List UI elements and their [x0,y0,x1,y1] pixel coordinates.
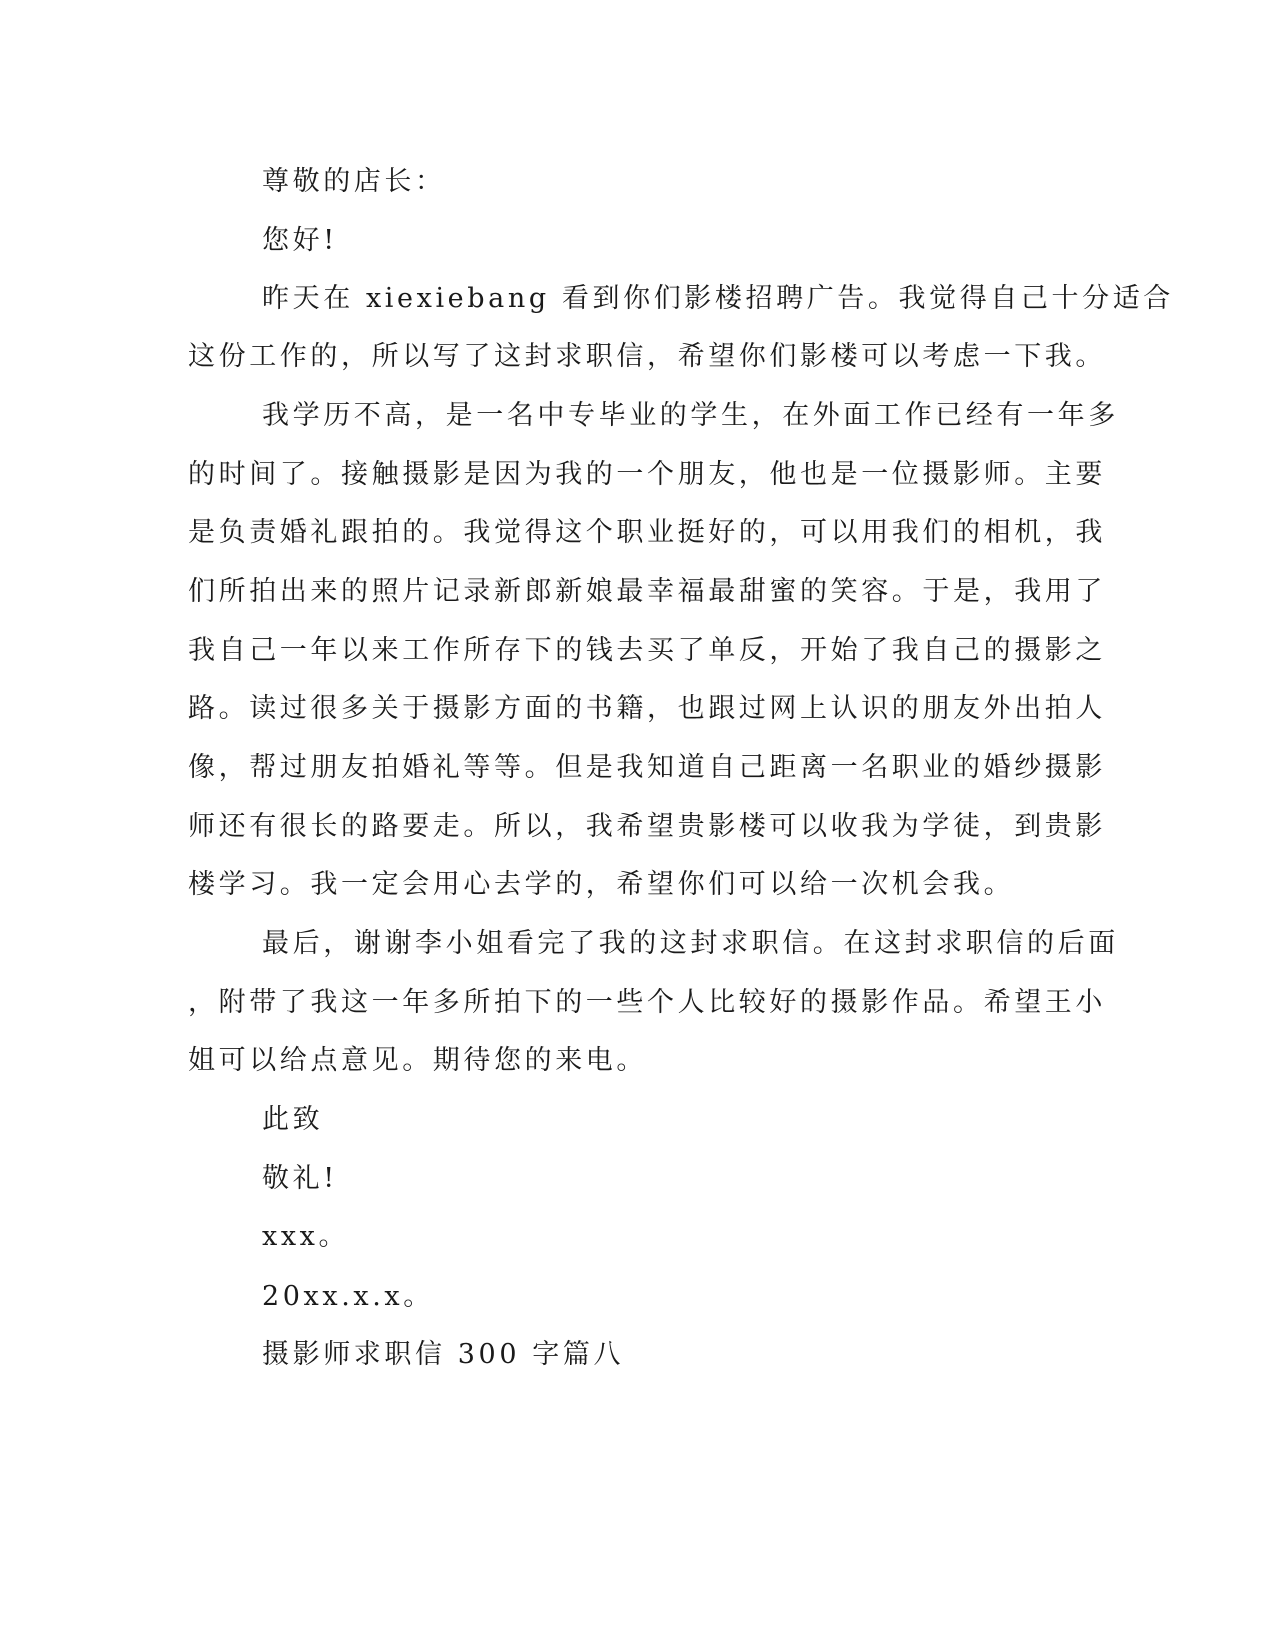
paragraph-2-line-6: 路。读过很多关于摄影方面的书籍，也跟过网上认识的朋友外出拍人 [188,693,1106,724]
paragraph-3-line-3: 姐可以给点意见。期待您的来电。 [188,1045,647,1076]
closing-line-1: 此致 [262,1104,324,1135]
paragraph-2-line-4: 们所拍出来的照片记录新郎新娘最幸福最甜蜜的笑容。于是，我用了 [188,576,1106,607]
paragraph-2-line-9: 楼学习。我一定会用心去学的，希望你们可以给一次机会我。 [188,869,1015,900]
salutation: 尊敬的店长： [262,166,446,197]
paragraph-2-line-5: 我自己一年以来工作所存下的钱去买了单反，开始了我自己的摄影之 [188,635,1106,666]
signature: xxx。 [262,1221,350,1252]
greeting: 您好! [262,225,338,256]
paragraph-2-line-8: 师还有很长的路要走。所以，我希望贵影楼可以收我为学徒，到贵影 [188,811,1106,842]
paragraph-2-line-2: 的时间了。接触摄影是因为我的一个朋友，他也是一位摄影师。主要 [188,459,1106,490]
paragraph-2-line-7: 像，帮过朋友拍婚礼等等。但是我知道自己距离一名职业的婚纱摄影 [188,752,1106,783]
section-heading: 摄影师求职信 300 字篇八 [262,1339,625,1370]
date: 20xx.x.x。 [262,1281,434,1312]
paragraph-3-line-2: ，附带了我这一年多所拍下的一些个人比较好的摄影作品。希望王小 [188,987,1106,1018]
paragraph-2-line-1: 我学历不高，是一名中专毕业的学生，在外面工作已经有一年多 [262,400,1119,431]
paragraph-2-line-3: 是负责婚礼跟拍的。我觉得这个职业挺好的，可以用我们的相机，我 [188,517,1106,548]
paragraph-3-line-1: 最后，谢谢李小姐看完了我的这封求职信。在这封求职信的后面 [262,928,1119,959]
paragraph-1-line-1: 昨天在 xiexiebang 看到你们影楼招聘广告。我觉得自己十分适合 [262,283,1174,314]
closing-line-2: 敬礼! [262,1163,338,1194]
paragraph-1-line-2: 这份工作的，所以写了这封求职信，希望你们影楼可以考虑一下我。 [188,341,1106,372]
